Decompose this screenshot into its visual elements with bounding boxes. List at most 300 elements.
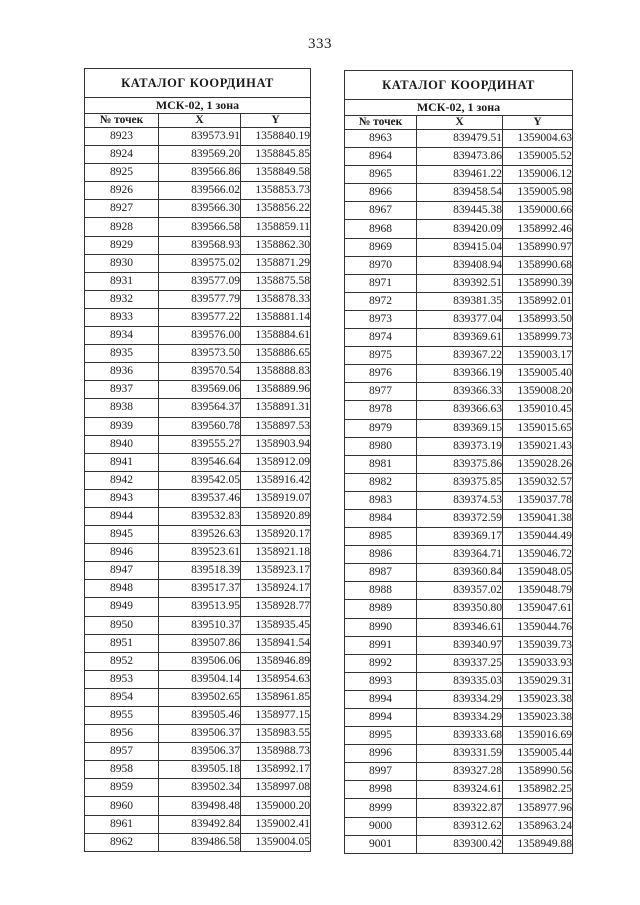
coordinate-zone: МСК-02, 1 зона: [85, 98, 311, 114]
table-row: [345, 582, 573, 600]
y-coordinate-cell: 1358897.53: [241, 417, 311, 435]
x-coordinate-cell: 839366.33: [417, 383, 503, 401]
point-number-cell: 8986: [345, 546, 417, 564]
point-number-cell: 8953: [85, 670, 159, 688]
y-coordinate-cell: 1358990.97: [503, 238, 573, 256]
table-row: [85, 345, 311, 363]
table-row: [85, 544, 311, 562]
catalog-title: КАТАЛОГ КООРДИНАТ: [85, 69, 311, 98]
x-coordinate-cell: 839392.51: [417, 274, 503, 292]
table-row: [85, 453, 311, 471]
table-row: [85, 182, 311, 200]
x-coordinate-cell: 839369.17: [417, 528, 503, 546]
x-coordinate-cell: 839333.68: [417, 727, 503, 745]
x-coordinate-cell: 839334.29: [417, 690, 503, 708]
table-row: [345, 130, 573, 148]
x-coordinate-cell: 839373.19: [417, 437, 503, 455]
table-row: [345, 238, 573, 256]
table-row: [345, 148, 573, 166]
y-coordinate-cell: 1359005.40: [503, 365, 573, 383]
x-coordinate-cell: 839542.05: [159, 471, 241, 489]
x-coordinate-cell: 839555.27: [159, 435, 241, 453]
point-number-cell: 8936: [85, 363, 159, 381]
y-coordinate-cell: 1358849.58: [241, 164, 311, 182]
table-row: [85, 489, 311, 507]
table-row: [85, 164, 311, 182]
x-coordinate-cell: 839518.39: [159, 562, 241, 580]
table-row: [345, 455, 573, 473]
table-row: [85, 526, 311, 544]
point-number-cell: 8947: [85, 562, 159, 580]
y-coordinate-cell: 1359039.73: [503, 636, 573, 654]
y-coordinate-cell: 1358845.85: [241, 146, 311, 164]
point-number-cell: 8958: [85, 761, 159, 779]
y-coordinate-cell: 1358997.08: [241, 779, 311, 797]
y-coordinate-cell: 1358889.96: [241, 381, 311, 399]
y-coordinate-cell: 1358990.39: [503, 274, 573, 292]
x-coordinate-cell: 839513.95: [159, 598, 241, 616]
point-number-cell: 8967: [345, 202, 417, 220]
x-coordinate-cell: 839577.79: [159, 290, 241, 308]
x-coordinate-cell: 839502.65: [159, 688, 241, 706]
table-row: [85, 580, 311, 598]
column-header-x: X: [159, 114, 241, 128]
column-header-point-number: № точек: [85, 114, 159, 128]
table-row: [345, 817, 573, 835]
x-coordinate-cell: 839532.83: [159, 507, 241, 525]
table-row: [85, 327, 311, 345]
x-coordinate-cell: 839573.91: [159, 128, 241, 146]
y-coordinate-cell: 1358920.89: [241, 507, 311, 525]
table-row: [85, 236, 311, 254]
y-coordinate-cell: 1359023.38: [503, 709, 573, 727]
point-number-cell: 8929: [85, 236, 159, 254]
point-number-cell: 8956: [85, 725, 159, 743]
x-coordinate-cell: 839569.06: [159, 381, 241, 399]
y-coordinate-cell: 1359048.05: [503, 564, 573, 582]
table-row: [345, 709, 573, 727]
y-coordinate-cell: 1359002.41: [241, 815, 311, 833]
table-row: [345, 509, 573, 527]
x-coordinate-cell: 839327.28: [417, 763, 503, 781]
x-coordinate-cell: 839506.06: [159, 652, 241, 670]
point-number-cell: 8938: [85, 399, 159, 417]
y-coordinate-cell: 1358878.33: [241, 290, 311, 308]
x-coordinate-cell: 839375.86: [417, 455, 503, 473]
point-number-cell: 8993: [345, 672, 417, 690]
table-row: [345, 365, 573, 383]
y-coordinate-cell: 1359033.93: [503, 654, 573, 672]
y-coordinate-cell: 1358983.55: [241, 725, 311, 743]
x-coordinate-cell: 839458.54: [417, 184, 503, 202]
x-coordinate-cell: 839473.86: [417, 148, 503, 166]
y-coordinate-cell: 1358891.31: [241, 399, 311, 417]
y-coordinate-cell: 1358903.94: [241, 435, 311, 453]
point-number-cell: 8974: [345, 329, 417, 347]
x-coordinate-cell: 839445.38: [417, 202, 503, 220]
point-number-cell: 8955: [85, 707, 159, 725]
table-row: [345, 564, 573, 582]
table-row: [345, 329, 573, 347]
y-coordinate-cell: 1358941.54: [241, 634, 311, 652]
x-coordinate-cell: 839360.84: [417, 564, 503, 582]
point-number-cell: 8961: [85, 815, 159, 833]
table-row: [345, 166, 573, 184]
x-coordinate-cell: 839570.54: [159, 363, 241, 381]
x-coordinate-cell: 839420.09: [417, 220, 503, 238]
point-number-cell: 8948: [85, 580, 159, 598]
table-row: [345, 401, 573, 419]
y-coordinate-cell: 1359029.31: [503, 672, 573, 690]
y-coordinate-cell: 1358935.45: [241, 616, 311, 634]
x-coordinate-cell: 839337.25: [417, 654, 503, 672]
y-coordinate-cell: 1359016.69: [503, 727, 573, 745]
point-number-cell: 8946: [85, 544, 159, 562]
table-row: [345, 745, 573, 763]
y-coordinate-cell: 1359005.98: [503, 184, 573, 202]
point-number-cell: 8957: [85, 743, 159, 761]
x-coordinate-cell: 839300.42: [417, 835, 503, 853]
point-number-cell: 8927: [85, 200, 159, 218]
x-coordinate-cell: 839324.61: [417, 781, 503, 799]
table-row: [345, 799, 573, 817]
table-row: [345, 256, 573, 274]
point-number-cell: 8941: [85, 453, 159, 471]
point-number-cell: 8999: [345, 799, 417, 817]
point-number-cell: 8976: [345, 365, 417, 383]
point-number-cell: 8965: [345, 166, 417, 184]
table-row: [85, 128, 311, 146]
page-number: 333: [308, 36, 332, 52]
y-coordinate-cell: 1358924.17: [241, 580, 311, 598]
y-coordinate-cell: 1359004.05: [241, 833, 311, 851]
table-row: [85, 743, 311, 761]
column-header-x: X: [417, 116, 503, 130]
x-coordinate-cell: 839461.22: [417, 166, 503, 184]
y-coordinate-cell: 1359000.20: [241, 797, 311, 815]
x-coordinate-cell: 839381.35: [417, 292, 503, 310]
table-row: [85, 507, 311, 525]
table-row: [345, 437, 573, 455]
y-coordinate-cell: 1358954.63: [241, 670, 311, 688]
point-number-cell: 8928: [85, 218, 159, 236]
x-coordinate-cell: 839357.02: [417, 582, 503, 600]
x-coordinate-cell: 839331.59: [417, 745, 503, 763]
x-coordinate-cell: 839502.34: [159, 779, 241, 797]
y-coordinate-cell: 1358884.61: [241, 327, 311, 345]
table-row: [345, 618, 573, 636]
x-coordinate-cell: 839564.37: [159, 399, 241, 417]
table-row: [345, 690, 573, 708]
table-row: [345, 763, 573, 781]
point-number-cell: 8952: [85, 652, 159, 670]
point-number-cell: 8971: [345, 274, 417, 292]
y-coordinate-cell: 1358853.73: [241, 182, 311, 200]
table-row: [85, 471, 311, 489]
x-coordinate-cell: 839566.86: [159, 164, 241, 182]
point-number-cell: 8951: [85, 634, 159, 652]
point-number-cell: 8992: [345, 654, 417, 672]
column-header-y: Y: [241, 114, 311, 128]
y-coordinate-cell: 1358923.17: [241, 562, 311, 580]
x-coordinate-cell: 839546.64: [159, 453, 241, 471]
point-number-cell: 8931: [85, 272, 159, 290]
y-coordinate-cell: 1358875.58: [241, 272, 311, 290]
coordinate-catalog-right: [344, 70, 573, 854]
x-coordinate-cell: 839506.37: [159, 725, 241, 743]
table-row: [85, 562, 311, 580]
x-coordinate-cell: 839577.22: [159, 308, 241, 326]
y-coordinate-cell: 1358992.17: [241, 761, 311, 779]
table-row: [85, 652, 311, 670]
x-coordinate-cell: 839492.84: [159, 815, 241, 833]
table-row: [85, 634, 311, 652]
x-coordinate-cell: 839568.93: [159, 236, 241, 254]
y-coordinate-cell: 1358946.89: [241, 652, 311, 670]
point-number-cell: 8995: [345, 727, 417, 745]
y-coordinate-cell: 1359005.52: [503, 148, 573, 166]
point-number-cell: 8969: [345, 238, 417, 256]
point-number-cell: 8989: [345, 600, 417, 618]
x-coordinate-cell: 839505.46: [159, 707, 241, 725]
table-row: [85, 146, 311, 164]
table-row: [85, 761, 311, 779]
y-coordinate-cell: 1358871.29: [241, 254, 311, 272]
point-number-cell: 8963: [345, 130, 417, 148]
point-number-cell: 8970: [345, 256, 417, 274]
point-number-cell: 8937: [85, 381, 159, 399]
x-coordinate-cell: 839312.62: [417, 817, 503, 835]
y-coordinate-cell: 1359021.43: [503, 437, 573, 455]
y-coordinate-cell: 1359006.12: [503, 166, 573, 184]
column-header-point-number: № точек: [345, 116, 417, 130]
y-coordinate-cell: 1358840.19: [241, 128, 311, 146]
point-number-cell: 8983: [345, 491, 417, 509]
y-coordinate-cell: 1358881.14: [241, 308, 311, 326]
x-coordinate-cell: 839486.58: [159, 833, 241, 851]
table-row: [85, 200, 311, 218]
table-row: [345, 835, 573, 853]
point-number-cell: 8991: [345, 636, 417, 654]
table-row: [85, 815, 311, 833]
y-coordinate-cell: 1358961.85: [241, 688, 311, 706]
x-coordinate-cell: 839374.53: [417, 491, 503, 509]
x-coordinate-cell: 839340.97: [417, 636, 503, 654]
table-row: [345, 220, 573, 238]
table-row: [85, 833, 311, 851]
point-number-cell: 8966: [345, 184, 417, 202]
x-coordinate-cell: 839573.50: [159, 345, 241, 363]
y-coordinate-cell: 1358982.25: [503, 781, 573, 799]
point-number-cell: 8997: [345, 763, 417, 781]
y-coordinate-cell: 1359008.20: [503, 383, 573, 401]
table-row: [85, 435, 311, 453]
point-number-cell: 8923: [85, 128, 159, 146]
y-coordinate-cell: 1359003.17: [503, 347, 573, 365]
x-coordinate-cell: 839369.61: [417, 329, 503, 347]
y-coordinate-cell: 1359015.65: [503, 419, 573, 437]
x-coordinate-cell: 839569.20: [159, 146, 241, 164]
table-row: [345, 473, 573, 491]
table-row: [345, 202, 573, 220]
x-coordinate-cell: 839523.61: [159, 544, 241, 562]
table-row: [85, 779, 311, 797]
point-number-cell: 8950: [85, 616, 159, 634]
table-row: [345, 184, 573, 202]
y-coordinate-cell: 1358949.88: [503, 835, 573, 853]
point-number-cell: 8972: [345, 292, 417, 310]
y-coordinate-cell: 1358920.17: [241, 526, 311, 544]
x-coordinate-cell: 839506.37: [159, 743, 241, 761]
y-coordinate-cell: 1358888.83: [241, 363, 311, 381]
y-coordinate-cell: 1358859.11: [241, 218, 311, 236]
table-row: [345, 419, 573, 437]
table-row: [85, 272, 311, 290]
table-row: [345, 491, 573, 509]
point-number-cell: 8977: [345, 383, 417, 401]
y-coordinate-cell: 1358921.18: [241, 544, 311, 562]
point-number-cell: 8942: [85, 471, 159, 489]
table-row: [85, 688, 311, 706]
point-number-cell: 9001: [345, 835, 417, 853]
catalog-rows: [345, 130, 573, 854]
point-number-cell: 8968: [345, 220, 417, 238]
x-coordinate-cell: 839566.02: [159, 182, 241, 200]
point-number-cell: 8939: [85, 417, 159, 435]
table-row: [85, 218, 311, 236]
x-coordinate-cell: 839334.29: [417, 709, 503, 727]
point-number-cell: 8988: [345, 582, 417, 600]
point-number-cell: 8998: [345, 781, 417, 799]
y-coordinate-cell: 1358999.73: [503, 329, 573, 347]
y-coordinate-cell: 1358992.46: [503, 220, 573, 238]
table-row: [85, 254, 311, 272]
x-coordinate-cell: 839364.71: [417, 546, 503, 564]
table-row: [345, 274, 573, 292]
y-coordinate-cell: 1358963.24: [503, 817, 573, 835]
point-number-cell: 8944: [85, 507, 159, 525]
point-number-cell: 8962: [85, 833, 159, 851]
point-number-cell: 8960: [85, 797, 159, 815]
y-coordinate-cell: 1359044.76: [503, 618, 573, 636]
point-number-cell: 8978: [345, 401, 417, 419]
y-coordinate-cell: 1358990.68: [503, 256, 573, 274]
point-number-cell: 8935: [85, 345, 159, 363]
y-coordinate-cell: 1358912.09: [241, 453, 311, 471]
table-row: [345, 383, 573, 401]
point-number-cell: 8959: [85, 779, 159, 797]
x-coordinate-cell: 839350.80: [417, 600, 503, 618]
y-coordinate-cell: 1359032.57: [503, 473, 573, 491]
y-coordinate-cell: 1358992.01: [503, 292, 573, 310]
y-coordinate-cell: 1358916.42: [241, 471, 311, 489]
point-number-cell: 8964: [345, 148, 417, 166]
y-coordinate-cell: 1359037.78: [503, 491, 573, 509]
point-number-cell: 8979: [345, 419, 417, 437]
x-coordinate-cell: 839566.30: [159, 200, 241, 218]
point-number-cell: 8945: [85, 526, 159, 544]
y-coordinate-cell: 1358990.56: [503, 763, 573, 781]
table-row: [345, 654, 573, 672]
point-number-cell: 8930: [85, 254, 159, 272]
point-number-cell: 8926: [85, 182, 159, 200]
x-coordinate-cell: 839517.37: [159, 580, 241, 598]
table-row: [85, 616, 311, 634]
catalog-rows: [85, 128, 311, 852]
x-coordinate-cell: 839372.59: [417, 509, 503, 527]
table-row: [85, 725, 311, 743]
table-row: [345, 727, 573, 745]
point-number-cell: 8994: [345, 690, 417, 708]
point-number-cell: 8954: [85, 688, 159, 706]
y-coordinate-cell: 1358886.65: [241, 345, 311, 363]
x-coordinate-cell: 839366.19: [417, 365, 503, 383]
x-coordinate-cell: 839577.09: [159, 272, 241, 290]
table-row: [85, 308, 311, 326]
x-coordinate-cell: 839537.46: [159, 489, 241, 507]
x-coordinate-cell: 839576.00: [159, 327, 241, 345]
table-row: [85, 290, 311, 308]
x-coordinate-cell: 839498.48: [159, 797, 241, 815]
x-coordinate-cell: 839510.37: [159, 616, 241, 634]
x-coordinate-cell: 839415.04: [417, 238, 503, 256]
point-number-cell: 8981: [345, 455, 417, 473]
point-number-cell: 9000: [345, 817, 417, 835]
y-coordinate-cell: 1358993.50: [503, 310, 573, 328]
table-row: [345, 310, 573, 328]
x-coordinate-cell: 839575.02: [159, 254, 241, 272]
point-number-cell: 8984: [345, 509, 417, 527]
coordinate-catalog-left: [84, 68, 311, 852]
y-coordinate-cell: 1359041.38: [503, 509, 573, 527]
y-coordinate-cell: 1359023.38: [503, 690, 573, 708]
table-row: [85, 598, 311, 616]
y-coordinate-cell: 1359044.49: [503, 528, 573, 546]
point-number-cell: 8996: [345, 745, 417, 763]
y-coordinate-cell: 1359004.63: [503, 130, 573, 148]
y-coordinate-cell: 1358928.77: [241, 598, 311, 616]
point-number-cell: 8934: [85, 327, 159, 345]
column-header-y: Y: [503, 116, 573, 130]
table-row: [85, 381, 311, 399]
point-number-cell: 8924: [85, 146, 159, 164]
table-row: [85, 399, 311, 417]
table-row: [345, 528, 573, 546]
x-coordinate-cell: 839526.63: [159, 526, 241, 544]
point-number-cell: 8932: [85, 290, 159, 308]
coordinate-zone: МСК-02, 1 зона: [345, 100, 573, 116]
x-coordinate-cell: 839377.04: [417, 310, 503, 328]
point-number-cell: 8943: [85, 489, 159, 507]
point-number-cell: 8980: [345, 437, 417, 455]
y-coordinate-cell: 1359046.72: [503, 546, 573, 564]
point-number-cell: 8949: [85, 598, 159, 616]
y-coordinate-cell: 1359048.79: [503, 582, 573, 600]
point-number-cell: 8925: [85, 164, 159, 182]
y-coordinate-cell: 1359047.61: [503, 600, 573, 618]
point-number-cell: 8973: [345, 310, 417, 328]
point-number-cell: 8975: [345, 347, 417, 365]
y-coordinate-cell: 1358919.07: [241, 489, 311, 507]
x-coordinate-cell: 839504.14: [159, 670, 241, 688]
table-row: [85, 670, 311, 688]
point-number-cell: 8987: [345, 564, 417, 582]
table-row: [345, 546, 573, 564]
table-row: [85, 363, 311, 381]
table-row: [345, 636, 573, 654]
point-number-cell: 8985: [345, 528, 417, 546]
y-coordinate-cell: 1358862.30: [241, 236, 311, 254]
